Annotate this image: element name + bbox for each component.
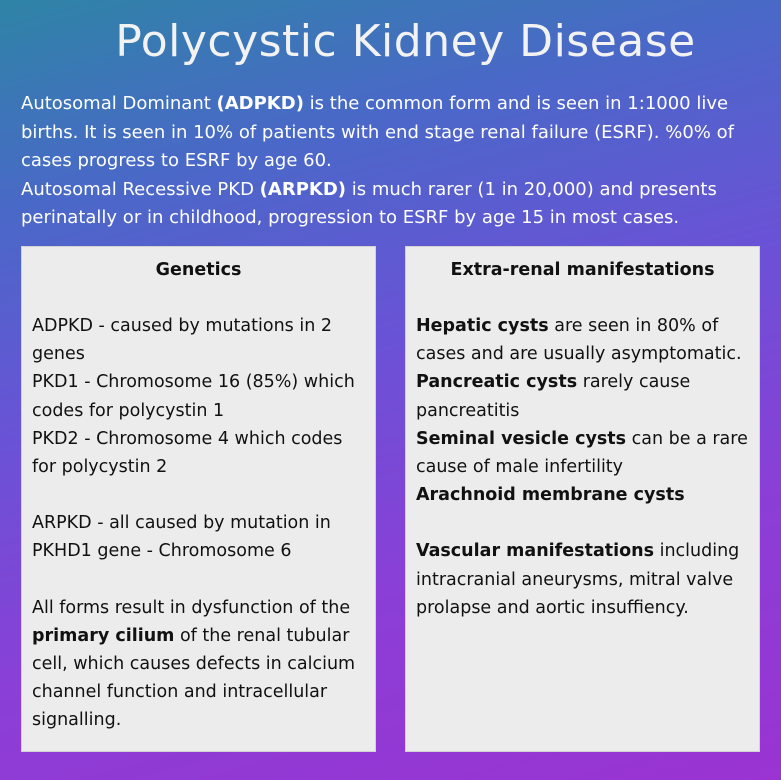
pancreatic-cysts-bold: Pancreatic cysts (416, 372, 578, 393)
extra-renal-body (416, 312, 749, 622)
seminal-vesicle-cysts-item (416, 425, 749, 481)
vascular-manifestations-text: including intracranial aneurysms, mitral valve prolapse and aortic insuffiency. (416, 541, 740, 618)
intro-arpkd-text-c: is much rarer (1 in 20,000) and presents perinatally or in childhood, progression to ESRF by age 15 in most cases. (21, 178, 717, 228)
genetics-cilium-paragraph (32, 594, 365, 735)
arachnoid-cysts-bold: Arachnoid membrane cysts (416, 485, 685, 506)
pancreatic-cysts-item (416, 368, 749, 424)
genetics-arpkd-line: ARPKD - all caused by mutation in PKHD1 gene - Chromosome 6 (32, 513, 331, 562)
genetics-body (32, 312, 365, 735)
page-title: Polycystic Kidney Disease (115, 16, 696, 67)
hepatic-cysts-text: are seen in 80% of cases and are usually asymptomatic. (416, 316, 742, 365)
hepatic-cysts-bold: Hepatic cysts (416, 316, 549, 336)
extra-renal-panel (405, 246, 760, 752)
spacer (32, 481, 365, 509)
spacer (416, 509, 749, 537)
intro-text (21, 90, 773, 233)
genetics-pkd2-line: PKD2 - Chromosome 4 which codes for polycystin 2 (32, 428, 343, 478)
intro-paragraph-adpkd (21, 90, 773, 176)
genetics-adpkd-line: ADPKD - caused by mutations in 2 genes (32, 316, 332, 365)
cilium-bold: primary cilium (32, 625, 175, 646)
intro-adpkd-text-c: is the common form and is seen in 1:1000 live births. It is seen in 10% of patients with end stage renal failure (ESRF). %0% of cases progress to ESRF by age 60. (21, 93, 734, 171)
intro-adpkd-text-a: Autosomal Dominant (21, 93, 217, 114)
genetics-panel (21, 246, 376, 752)
pancreatic-cysts-text: rarely cause pancreatitis (416, 372, 691, 421)
seminal-vesicle-cysts-text: can be a rare cause of male infertility (416, 428, 748, 478)
intro-paragraph-arpkd (21, 176, 773, 233)
genetics-pkd1-line: PKD1 - Chromosome 16 (85%) which codes for polycystin 1 (32, 372, 355, 421)
cilium-text-a: All forms result in dysfunction of the (32, 597, 351, 618)
intro-arpkd-bold: (ARPKD) (259, 178, 346, 200)
vascular-manifestations-item (416, 537, 749, 622)
arachnoid-cysts-item (416, 481, 749, 509)
intro-adpkd-bold: (ADPKD) (216, 93, 304, 114)
hepatic-cysts-item (416, 312, 749, 368)
genetics-heading: Genetics (155, 260, 242, 280)
seminal-vesicle-cysts-bold: Seminal vesicle cysts (416, 428, 627, 449)
cilium-text-c: of the renal tubular cell, which causes defects in calcium channel function and intracellular signalling. (32, 625, 356, 731)
spacer (32, 566, 365, 594)
vascular-manifestations-bold: Vascular manifestations (416, 541, 655, 562)
intro-arpkd-text-a: Autosomal Recessive PKD (21, 178, 260, 200)
extra-renal-heading: Extra-renal manifestations (450, 260, 715, 280)
